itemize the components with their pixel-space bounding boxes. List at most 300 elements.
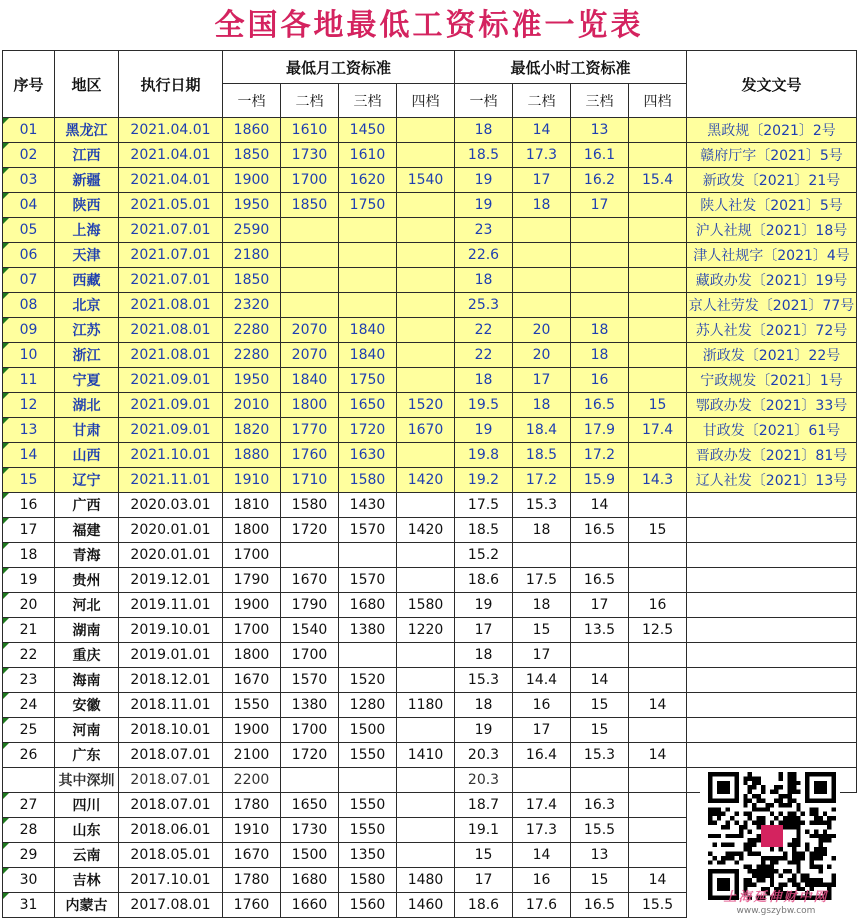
cell-monthly-tier-1: 2180: [223, 243, 281, 268]
cell-monthly-tier-2: 1720: [281, 743, 339, 768]
cell-monthly-tier-4: 1670: [397, 418, 455, 443]
cell-region: 云南: [55, 843, 119, 868]
cell-date: 2020.03.01: [119, 493, 223, 518]
table-row: [3, 643, 857, 668]
cell-date: 2020.01.01: [119, 543, 223, 568]
cell-hourly-tier-2: 14.4: [513, 668, 571, 693]
cell-doc-number: [687, 668, 857, 693]
cell-monthly-tier-1: 1860: [223, 118, 281, 143]
cell-hourly-tier-3: 18: [571, 343, 629, 368]
cell-hourly-tier-2: 18.5: [513, 443, 571, 468]
cell-region: 山西: [55, 443, 119, 468]
cell-hourly-tier-1: 19: [455, 718, 513, 743]
cell-monthly-tier-1: 1950: [223, 368, 281, 393]
cell-hourly-tier-4: [629, 568, 687, 593]
cell-hourly-tier-4: 15.5: [629, 893, 687, 918]
cell-seq: 10: [3, 343, 55, 368]
header-hourly: 最低小时工资标准: [455, 51, 687, 84]
cell-monthly-tier-4: 1420: [397, 518, 455, 543]
table-row: [3, 468, 857, 493]
watermark: 上海延伸财中网: [723, 890, 829, 905]
cell-hourly-tier-3: [571, 768, 629, 793]
cell-hourly-tier-3: 15.9: [571, 468, 629, 493]
cell-hourly-tier-1: 18.6: [455, 568, 513, 593]
cell-seq: 06: [3, 243, 55, 268]
cell-monthly-tier-4: [397, 643, 455, 668]
cell-monthly-tier-4: [397, 318, 455, 343]
cell-monthly-tier-2: 1800: [281, 393, 339, 418]
cell-hourly-tier-2: 14: [513, 118, 571, 143]
cell-monthly-tier-3: [339, 768, 397, 793]
cell-monthly-tier-2: [281, 243, 339, 268]
cell-doc-number: [687, 693, 857, 718]
cell-monthly-tier-3: 1550: [339, 743, 397, 768]
cell-seq: 03: [3, 168, 55, 193]
table-row: [3, 718, 857, 743]
cell-date: 2021.11.01: [119, 468, 223, 493]
cell-monthly-tier-2: 1790: [281, 593, 339, 618]
cell-hourly-tier-1: 15: [455, 843, 513, 868]
cell-date: 2021.08.01: [119, 343, 223, 368]
cell-hourly-tier-3: 15: [571, 693, 629, 718]
table-row: [3, 543, 857, 568]
cell-hourly-tier-1: 18: [455, 368, 513, 393]
cell-region: 江苏: [55, 318, 119, 343]
cell-monthly-tier-1: 1780: [223, 868, 281, 893]
cell-monthly-tier-4: 1180: [397, 693, 455, 718]
cell-doc-number: [687, 743, 857, 768]
cell-seq: 02: [3, 143, 55, 168]
header-hourly-tier-1: 一档: [455, 84, 513, 118]
cell-monthly-tier-4: [397, 143, 455, 168]
table-row: [3, 293, 857, 318]
cell-hourly-tier-3: 17: [571, 593, 629, 618]
cell-date: 2018.05.01: [119, 843, 223, 868]
cell-monthly-tier-1: 2320: [223, 293, 281, 318]
cell-hourly-tier-4: [629, 793, 687, 818]
cell-hourly-tier-1: 20.3: [455, 743, 513, 768]
cell-hourly-tier-3: 13: [571, 118, 629, 143]
page-title: 全国各地最低工资标准一览表: [214, 8, 644, 43]
cell-monthly-tier-3: 1650: [339, 393, 397, 418]
cell-doc-number: 晋政办发〔2021〕81号: [687, 443, 857, 468]
cell-doc-number: 甘政发〔2021〕61号: [687, 418, 857, 443]
cell-date: 2018.10.01: [119, 718, 223, 743]
cell-doc-number: 宁政规发〔2021〕1号: [687, 368, 857, 393]
cell-monthly-tier-2: 1650: [281, 793, 339, 818]
cell-region: 陕西: [55, 193, 119, 218]
cell-monthly-tier-2: 1760: [281, 443, 339, 468]
cell-hourly-tier-2: [513, 768, 571, 793]
cell-hourly-tier-2: 18.4: [513, 418, 571, 443]
cell-date: 2018.07.01: [119, 793, 223, 818]
cell-monthly-tier-2: 1730: [281, 818, 339, 843]
cell-monthly-tier-1: 2100: [223, 743, 281, 768]
cell-monthly-tier-2: 1570: [281, 668, 339, 693]
cell-date: 2021.09.01: [119, 393, 223, 418]
cell-monthly-tier-3: 1280: [339, 693, 397, 718]
cell-monthly-tier-1: 1670: [223, 843, 281, 868]
cell-seq: 23: [3, 668, 55, 693]
cell-monthly-tier-3: 1560: [339, 893, 397, 918]
table-row: [3, 518, 857, 543]
cell-date: 2018.11.01: [119, 693, 223, 718]
cell-monthly-tier-1: 2010: [223, 393, 281, 418]
cell-seq: 04: [3, 193, 55, 218]
cell-seq: 29: [3, 843, 55, 868]
cell-hourly-tier-4: [629, 293, 687, 318]
cell-monthly-tier-2: 1700: [281, 643, 339, 668]
cell-monthly-tier-2: [281, 218, 339, 243]
header-monthly-tier-3: 三档: [339, 84, 397, 118]
cell-hourly-tier-1: 19: [455, 168, 513, 193]
cell-monthly-tier-4: [397, 818, 455, 843]
cell-monthly-tier-1: 1810: [223, 493, 281, 518]
cell-hourly-tier-4: [629, 218, 687, 243]
cell-monthly-tier-1: 1910: [223, 818, 281, 843]
cell-monthly-tier-4: 1540: [397, 168, 455, 193]
cell-hourly-tier-1: 18.5: [455, 143, 513, 168]
cell-hourly-tier-1: 25.3: [455, 293, 513, 318]
cell-hourly-tier-4: 14: [629, 743, 687, 768]
cell-doc-number: 鄂政办发〔2021〕33号: [687, 393, 857, 418]
cell-hourly-tier-2: 18: [513, 593, 571, 618]
cell-hourly-tier-3: 14: [571, 493, 629, 518]
cell-date: 2021.10.01: [119, 443, 223, 468]
cell-hourly-tier-2: 16: [513, 693, 571, 718]
table-row: [3, 593, 857, 618]
cell-hourly-tier-1: 18: [455, 118, 513, 143]
cell-region: 广西: [55, 493, 119, 518]
table-row: [3, 368, 857, 393]
cell-region: 河北: [55, 593, 119, 618]
cell-hourly-tier-3: 16.2: [571, 168, 629, 193]
cell-monthly-tier-4: [397, 493, 455, 518]
cell-doc-number: 藏政办发〔2021〕19号: [687, 268, 857, 293]
header-seq: 序号: [3, 51, 55, 118]
cell-monthly-tier-3: 1580: [339, 868, 397, 893]
cell-seq: 16: [3, 493, 55, 518]
cell-hourly-tier-1: 19.1: [455, 818, 513, 843]
cell-date: 2021.07.01: [119, 218, 223, 243]
cell-monthly-tier-1: 2280: [223, 318, 281, 343]
cell-region: 湖北: [55, 393, 119, 418]
cell-hourly-tier-4: 17.4: [629, 418, 687, 443]
cell-seq: 21: [3, 618, 55, 643]
cell-monthly-tier-4: [397, 268, 455, 293]
cell-seq: 11: [3, 368, 55, 393]
cell-monthly-tier-1: 1880: [223, 443, 281, 468]
table-row: [3, 343, 857, 368]
cell-monthly-tier-1: 1850: [223, 143, 281, 168]
cell-region: 山东: [55, 818, 119, 843]
cell-region: 贵州: [55, 568, 119, 593]
cell-hourly-tier-1: 18: [455, 643, 513, 668]
table-row: [3, 218, 857, 243]
table-row: [3, 393, 857, 418]
cell-hourly-tier-4: [629, 668, 687, 693]
cell-region: 辽宁: [55, 468, 119, 493]
cell-monthly-tier-2: 1610: [281, 118, 339, 143]
cell-monthly-tier-1: 1900: [223, 593, 281, 618]
cell-doc-number: [687, 493, 857, 518]
cell-monthly-tier-1: 2200: [223, 768, 281, 793]
cell-hourly-tier-2: 18: [513, 518, 571, 543]
cell-monthly-tier-1: 1550: [223, 693, 281, 718]
cell-hourly-tier-4: [629, 143, 687, 168]
cell-hourly-tier-2: 16.4: [513, 743, 571, 768]
cell-monthly-tier-3: [339, 243, 397, 268]
cell-hourly-tier-2: 17.2: [513, 468, 571, 493]
cell-monthly-tier-3: [339, 218, 397, 243]
cell-hourly-tier-4: [629, 843, 687, 868]
cell-date: 2021.08.01: [119, 318, 223, 343]
cell-monthly-tier-3: [339, 268, 397, 293]
cell-monthly-tier-2: 1680: [281, 868, 339, 893]
cell-monthly-tier-3: 1750: [339, 193, 397, 218]
header-monthly-tier-4: 四档: [397, 84, 455, 118]
cell-monthly-tier-2: 1670: [281, 568, 339, 593]
cell-hourly-tier-4: [629, 268, 687, 293]
cell-monthly-tier-3: 1350: [339, 843, 397, 868]
header-region: 地区: [55, 51, 119, 118]
cell-monthly-tier-1: 1900: [223, 168, 281, 193]
cell-hourly-tier-4: 14.3: [629, 468, 687, 493]
cell-hourly-tier-2: 17: [513, 168, 571, 193]
cell-region: 湖南: [55, 618, 119, 643]
cell-doc-number: 新政发〔2021〕21号: [687, 168, 857, 193]
cell-doc-number: [687, 618, 857, 643]
cell-region: 四川: [55, 793, 119, 818]
cell-hourly-tier-3: 18: [571, 318, 629, 343]
cell-hourly-tier-3: [571, 293, 629, 318]
cell-hourly-tier-2: 14: [513, 843, 571, 868]
table-row: [3, 168, 857, 193]
cell-region: 江西: [55, 143, 119, 168]
cell-monthly-tier-1: 1850: [223, 268, 281, 293]
cell-monthly-tier-4: [397, 543, 455, 568]
cell-seq: 14: [3, 443, 55, 468]
cell-date: 2021.07.01: [119, 268, 223, 293]
header-doc: 发文文号: [687, 51, 857, 118]
cell-monthly-tier-4: [397, 668, 455, 693]
cell-date: 2021.09.01: [119, 418, 223, 443]
cell-hourly-tier-1: 19: [455, 593, 513, 618]
cell-doc-number: 浙政发〔2021〕22号: [687, 343, 857, 368]
cell-region: 上海: [55, 218, 119, 243]
cell-region: 河南: [55, 718, 119, 743]
cell-monthly-tier-4: [397, 343, 455, 368]
cell-date: 2019.12.01: [119, 568, 223, 593]
cell-hourly-tier-2: [513, 293, 571, 318]
cell-date: 2021.04.01: [119, 118, 223, 143]
table-row: [3, 143, 857, 168]
cell-monthly-tier-4: [397, 843, 455, 868]
cell-hourly-tier-4: [629, 368, 687, 393]
cell-seq: 05: [3, 218, 55, 243]
cell-hourly-tier-1: 19: [455, 418, 513, 443]
cell-hourly-tier-4: 14: [629, 868, 687, 893]
cell-region: 安徽: [55, 693, 119, 718]
cell-monthly-tier-1: 1800: [223, 518, 281, 543]
cell-monthly-tier-3: 1430: [339, 493, 397, 518]
qr-code-icon: [708, 772, 836, 900]
table-row: [3, 268, 857, 293]
cell-monthly-tier-1: 2280: [223, 343, 281, 368]
cell-monthly-tier-3: 1630: [339, 443, 397, 468]
cell-monthly-tier-4: [397, 443, 455, 468]
cell-hourly-tier-4: 15.4: [629, 168, 687, 193]
cell-hourly-tier-1: 17: [455, 868, 513, 893]
cell-region: 其中深圳: [55, 768, 119, 793]
cell-region: 海南: [55, 668, 119, 693]
cell-hourly-tier-3: [571, 543, 629, 568]
cell-date: 2019.01.01: [119, 643, 223, 668]
cell-region: 新疆: [55, 168, 119, 193]
cell-hourly-tier-4: 15: [629, 393, 687, 418]
cell-monthly-tier-3: 1840: [339, 343, 397, 368]
cell-hourly-tier-3: 16.3: [571, 793, 629, 818]
cell-hourly-tier-4: [629, 818, 687, 843]
cell-hourly-tier-1: 18: [455, 268, 513, 293]
table-row: [3, 568, 857, 593]
cell-hourly-tier-1: 18: [455, 693, 513, 718]
cell-monthly-tier-3: 1620: [339, 168, 397, 193]
cell-monthly-tier-4: [397, 718, 455, 743]
cell-hourly-tier-4: 12.5: [629, 618, 687, 643]
cell-monthly-tier-1: 1900: [223, 718, 281, 743]
cell-monthly-tier-2: 1700: [281, 168, 339, 193]
cell-hourly-tier-3: 15: [571, 718, 629, 743]
cell-hourly-tier-2: 17.3: [513, 818, 571, 843]
cell-date: 2021.04.01: [119, 168, 223, 193]
cell-hourly-tier-1: 17: [455, 618, 513, 643]
cell-monthly-tier-3: 1450: [339, 118, 397, 143]
cell-doc-number: [687, 543, 857, 568]
cell-date: 2019.11.01: [119, 593, 223, 618]
cell-hourly-tier-1: 19.8: [455, 443, 513, 468]
table-row: [3, 243, 857, 268]
cell-region: 北京: [55, 293, 119, 318]
cell-monthly-tier-1: 1760: [223, 893, 281, 918]
cell-hourly-tier-3: 17.2: [571, 443, 629, 468]
cell-region: 重庆: [55, 643, 119, 668]
cell-seq: 27: [3, 793, 55, 818]
cell-monthly-tier-3: 1570: [339, 568, 397, 593]
cell-hourly-tier-2: [513, 243, 571, 268]
cell-hourly-tier-2: 16: [513, 868, 571, 893]
cell-monthly-tier-4: [397, 118, 455, 143]
cell-monthly-tier-2: 1380: [281, 693, 339, 718]
cell-monthly-tier-2: 1720: [281, 518, 339, 543]
cell-hourly-tier-2: [513, 543, 571, 568]
cell-date: 2018.12.01: [119, 668, 223, 693]
cell-hourly-tier-4: [629, 343, 687, 368]
cell-monthly-tier-2: [281, 293, 339, 318]
table-row: [3, 418, 857, 443]
cell-seq: 26: [3, 743, 55, 768]
cell-seq: 12: [3, 393, 55, 418]
cell-monthly-tier-2: 1840: [281, 368, 339, 393]
cell-hourly-tier-1: 18.6: [455, 893, 513, 918]
cell-seq: [3, 768, 55, 793]
cell-hourly-tier-4: [629, 493, 687, 518]
cell-hourly-tier-4: [629, 118, 687, 143]
cell-doc-number: [687, 518, 857, 543]
cell-date: 2017.10.01: [119, 868, 223, 893]
cell-seq: 07: [3, 268, 55, 293]
cell-monthly-tier-3: [339, 293, 397, 318]
cell-monthly-tier-3: 1610: [339, 143, 397, 168]
cell-monthly-tier-2: [281, 268, 339, 293]
cell-hourly-tier-2: [513, 218, 571, 243]
cell-monthly-tier-3: 1500: [339, 718, 397, 743]
cell-hourly-tier-4: [629, 643, 687, 668]
cell-region: 天津: [55, 243, 119, 268]
cell-monthly-tier-2: 1850: [281, 193, 339, 218]
table-row: [3, 193, 857, 218]
cell-region: 内蒙古: [55, 893, 119, 918]
cell-doc-number: 陕人社发〔2021〕5号: [687, 193, 857, 218]
cell-hourly-tier-1: 18.7: [455, 793, 513, 818]
header-monthly: 最低月工资标准: [223, 51, 455, 84]
cell-monthly-tier-4: [397, 218, 455, 243]
cell-hourly-tier-2: 18: [513, 193, 571, 218]
table-row: [3, 618, 857, 643]
cell-seq: 24: [3, 693, 55, 718]
cell-hourly-tier-2: 18: [513, 393, 571, 418]
cell-hourly-tier-1: 22: [455, 343, 513, 368]
cell-hourly-tier-3: 16: [571, 368, 629, 393]
cell-doc-number: 赣府厅字〔2021〕5号: [687, 143, 857, 168]
cell-doc-number: 京人社劳发〔2021〕77号: [687, 293, 857, 318]
cell-monthly-tier-4: [397, 368, 455, 393]
cell-hourly-tier-3: 16.1: [571, 143, 629, 168]
cell-hourly-tier-4: 15: [629, 518, 687, 543]
cell-monthly-tier-3: 1550: [339, 793, 397, 818]
cell-date: 2018.07.01: [119, 768, 223, 793]
cell-hourly-tier-2: 17.3: [513, 143, 571, 168]
cell-monthly-tier-3: 1750: [339, 368, 397, 393]
cell-hourly-tier-2: 15: [513, 618, 571, 643]
cell-hourly-tier-4: [629, 243, 687, 268]
cell-doc-number: [687, 568, 857, 593]
cell-region: 黑龙江: [55, 118, 119, 143]
cell-hourly-tier-1: 15.2: [455, 543, 513, 568]
table-row: [3, 693, 857, 718]
cell-hourly-tier-2: 17.4: [513, 793, 571, 818]
cell-seq: 08: [3, 293, 55, 318]
cell-monthly-tier-4: [397, 243, 455, 268]
cell-doc-number: [687, 643, 857, 668]
cell-region: 吉林: [55, 868, 119, 893]
cell-monthly-tier-3: 1380: [339, 618, 397, 643]
cell-hourly-tier-4: [629, 443, 687, 468]
cell-monthly-tier-1: 1910: [223, 468, 281, 493]
cell-region: 甘肃: [55, 418, 119, 443]
cell-monthly-tier-4: 1520: [397, 393, 455, 418]
cell-seq: 09: [3, 318, 55, 343]
cell-seq: 01: [3, 118, 55, 143]
cell-hourly-tier-1: 20.3: [455, 768, 513, 793]
cell-hourly-tier-4: 14: [629, 693, 687, 718]
cell-hourly-tier-1: 18.5: [455, 518, 513, 543]
cell-monthly-tier-2: [281, 768, 339, 793]
cell-monthly-tier-3: 1720: [339, 418, 397, 443]
cell-hourly-tier-3: 16.5: [571, 893, 629, 918]
cell-seq: 20: [3, 593, 55, 618]
cell-region: 西藏: [55, 268, 119, 293]
